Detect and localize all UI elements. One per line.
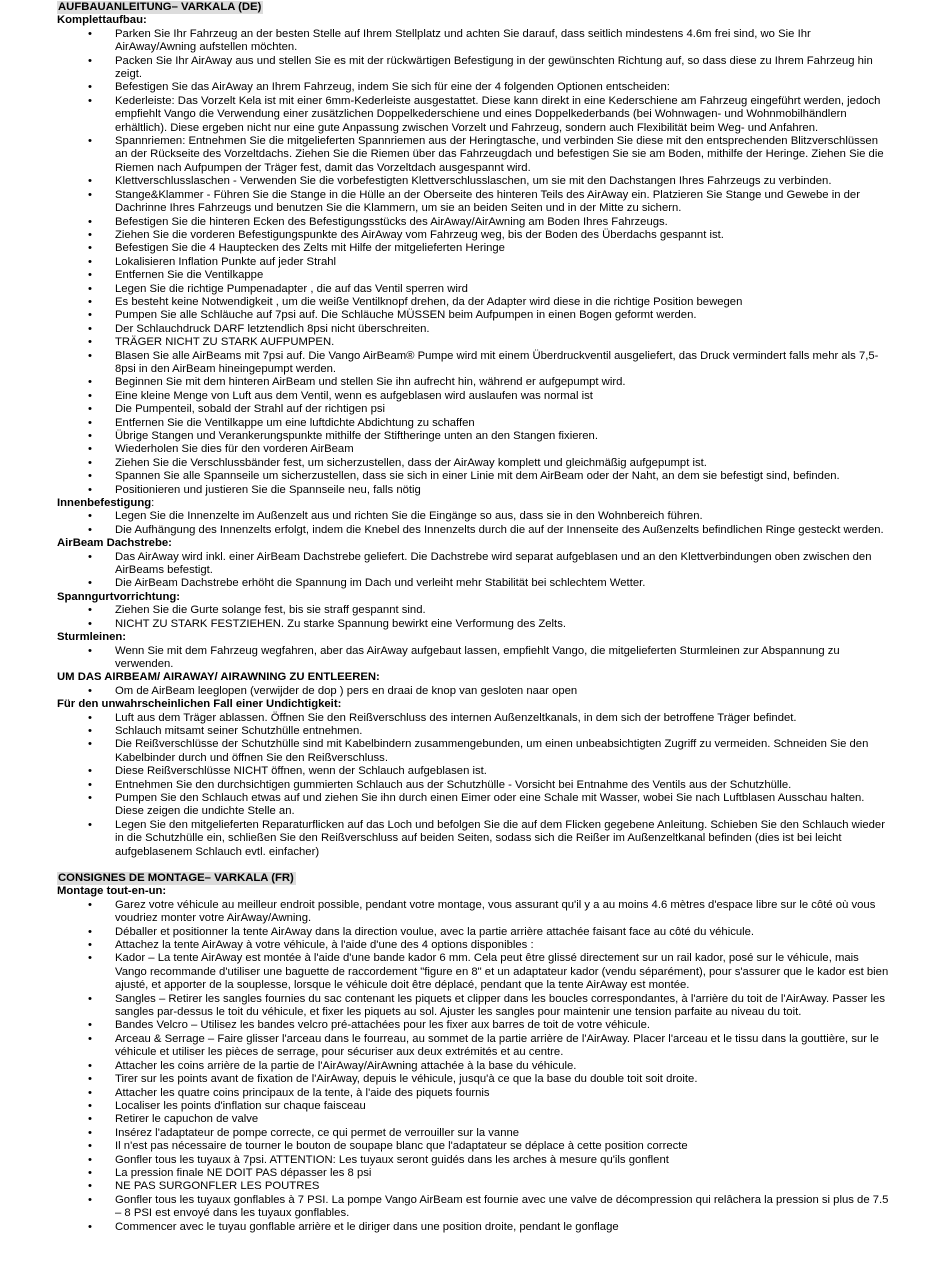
- bullet-list: [57, 645, 893, 672]
- section-heading: [57, 885, 893, 898]
- list-item: • Commencer avec le tuyau gonflable arrière et le diriger dans une position droite, pendant le gonflage: [115, 1221, 893, 1234]
- section-heading-text: Spanngurtvorrichtung:: [57, 590, 181, 603]
- list-item: • Parken Sie Ihr Fahrzeug an der besten Stelle auf Ihrem Stellplatz und achten Sie darauf, dass seitlich mindestens 4.6m frei sind, wo Sie Ihr AirAway/Awning aufstellen möchten.: [115, 28, 893, 55]
- list-item: • Om de AirBeam leeglopen (verwijder de dop ) pers en draai de knop van gesloten naar open: [115, 685, 893, 698]
- list-item: • Entfernen Sie die Ventilkappe: [115, 269, 893, 282]
- list-item: • TRÄGER NICHT ZU STARK AUFPUMPEN.: [115, 336, 893, 349]
- list-item: • Entnehmen Sie den durchsichtigen gummierten Schlauch aus der Schutzhülle - Vorsicht bei Entnahme des Ventils aus der Schutzhülle.: [115, 779, 893, 792]
- section-heading-suffix: :: [151, 497, 155, 510]
- section-heading: [57, 631, 893, 644]
- list-item: • Legen Sie die Innenzelte im Außenzelt aus und richten Sie die Eingänge so aus, dass sie in den Wohnbereich führen.: [115, 510, 893, 523]
- fr-body: [57, 885, 893, 1234]
- section-heading-text: Montage tout-en-un:: [57, 885, 167, 898]
- fr-section: [57, 872, 893, 1234]
- list-item: • Packen Sie Ihr AirAway aus und stellen Sie es mit der rückwärtigen Befestigung in der gewünschten Richtung auf, so dass diese zu Ihrem Fahrzeug hin zeigt.: [115, 55, 893, 82]
- list-item: • Lokalisieren Inflation Punkte auf jeder Strahl: [115, 256, 893, 269]
- list-item: • Pumpen Sie den Schlauch etwas auf und ziehen Sie ihn durch einen Eimer oder eine Schale mit Wasser, wobei Sie nach Luftblasen Ausschau halten. Diese zeigen die undichte Stelle an.: [115, 792, 893, 819]
- de-section: [57, 1, 893, 859]
- de-title: AUFBAUANLEITUNG– VARKALA (DE): [58, 1, 262, 13]
- list-item: • Entfernen Sie die Ventilkappe um eine luftdichte Abdichtung zu schaffen: [115, 417, 893, 430]
- list-item: • Bandes Velcro – Utilisez les bandes velcro pré-attachées pour les fixer aux barres de toit de votre véhicule.: [115, 1019, 893, 1032]
- list-item: • Beginnen Sie mit dem hinteren AirBeam und stellen Sie ihn aufrecht hin, während er aufgepumpt wird.: [115, 376, 893, 389]
- section-heading: [57, 497, 893, 510]
- list-item: • NE PAS SURGONFLER LES POUTRES: [115, 1180, 893, 1193]
- section-heading: [57, 698, 893, 711]
- section-heading: [57, 14, 893, 27]
- list-item: • Diese Reißverschlüsse NICHT öffnen, wenn der Schlauch aufgeblasen ist.: [115, 765, 893, 778]
- list-item: • Befestigen Sie die 4 Hauptecken des Zelts mit Hilfe der mitgelieferten Heringe: [115, 242, 893, 255]
- list-item: • Retirer le capuchon de valve: [115, 1113, 893, 1126]
- section-heading-text: Für den unwahrscheinlichen Fall einer Undichtigkeit:: [57, 698, 342, 711]
- list-item: • Legen Sie die richtige Pumpenadapter , die auf das Ventil sperren wird: [115, 283, 893, 296]
- list-item: • Luft aus dem Träger ablassen. Öffnen Sie den Reißverschluss des internen Außenzeltkanals, in dem sich der betroffene Träger befindet.: [115, 712, 893, 725]
- list-item: • Blasen Sie alle AirBeams mit 7psi auf. Die Vango AirBeam® Pumpe wird mit einem Überdruckventil ausgeliefert, das Druck vermindert falls mehr als 7,5-8psi in den AirBeam hineingepumpt werden.: [115, 350, 893, 377]
- list-item: • Wiederholen Sie dies für den vorderen AirBeam: [115, 443, 893, 456]
- list-item: • Die AirBeam Dachstrebe erhöht die Spannung im Dach und verleiht mehr Stabilität bei schlechtem Wetter.: [115, 577, 893, 590]
- list-item: • Attachez la tente AirAway à votre véhicule, à l'aide d'une des 4 options disponibles :: [115, 939, 893, 952]
- list-item: • Attacher les coins arrière de la partie de l'AirAway/AirAwning attachée à la base du véhicule.: [115, 1060, 893, 1073]
- list-item: • Insérez l'adaptateur de pompe correcte, ce qui permet de verrouiller sur la vanne: [115, 1127, 893, 1140]
- list-item: • Klettverschlusslaschen - Verwenden Sie die vorbefestigten Klettverschlusslaschen, um sie mit den Dachstangen Ihres Fahrzeugs zu verbinden.: [115, 175, 893, 188]
- bullet-list: [57, 551, 893, 591]
- list-item: • Tirer sur les points avant de fixation de l'AirAway, depuis le véhicule, jusqu'à ce que la base du double toit soit droite.: [115, 1073, 893, 1086]
- section-spacer: [57, 859, 893, 872]
- list-item: • Es besteht keine Notwendigkeit , um die weiße Ventilknopf drehen, da der Adapter wird diese in die richtige Position bewegen: [115, 296, 893, 309]
- list-item: • Ziehen Sie die Verschlussbänder fest, um sicherzustellen, dass der AirAway komplett und gleichmäßig aufgepumpt ist.: [115, 457, 893, 470]
- bullet-list: [57, 604, 893, 631]
- list-item: • Das AirAway wird inkl. einer AirBeam Dachstrebe geliefert. Die Dachstrebe wird separat aufgeblasen und an den Klettverbindungen oben zwischen den AirBeams befestigt.: [115, 551, 893, 578]
- bullet-list: [57, 28, 893, 497]
- list-item: • Arceau & Serrage – Faire glisser l'arceau dans le fourreau, au sommet de la partie arrière de l'AirAway. Placer l'arceau et le tissu dans la gouttière, sur le véhicule et utiliser les pièces de serrage, pour sécuriser aux deux extrémités et au centre.: [115, 1033, 893, 1060]
- list-item: • Der Schlauchdruck DARF letztendlich 8psi nicht überschreiten.: [115, 323, 893, 336]
- list-item: • Kederleiste: Das Vorzelt Kela ist mit einer 6mm-Kederleiste ausgestattet. Diese kann direkt in eine Kederschiene am Fahrzeug eingeführt werden, jedoch empfiehlt Vango die Verwendung einer zusätzlichen Doppelkederschiene und eines Doppelkederbands (bei Wohnwagen- und Wohnmobilhändlern erhältlich). Diese ergeben nicht nur eine gute Anpassung zwischen Vorzelt und Fahrzeug, sondern auch Flexibilität beim Weg- und Anfahren.: [115, 95, 893, 135]
- list-item: • Attacher les quatre coins principaux de la tente, à l'aide des piquets fournis: [115, 1087, 893, 1100]
- list-item: • Befestigen Sie die hinteren Ecken des Befestigungsstücks des AirAway/AirAwning am Boden Ihres Fahrzeugs.: [115, 216, 893, 229]
- list-item: • La pression finale NE DOIT PAS dépasser les 8 psi: [115, 1167, 893, 1180]
- list-item: • NICHT ZU STARK FESTZIEHEN. Zu starke Spannung bewirkt eine Verformung des Zelts.: [115, 618, 893, 631]
- fr-title: CONSIGNES DE MONTAGE– VARKALA (FR): [58, 872, 294, 884]
- section-heading-text: Innenbefestigung: [57, 497, 152, 510]
- list-item: • Déballer et positionner la tente AirAway dans la direction voulue, avec la partie arrière attachée faisant face au côté du véhicule.: [115, 926, 893, 939]
- section-heading: [57, 671, 893, 684]
- list-item: • Pumpen Sie alle Schläuche auf 7psi auf. Die Schläuche MÜSSEN beim Aufpumpen in einen Bogen geformt werden.: [115, 309, 893, 322]
- section-heading-text: Komplettaufbau:: [57, 14, 147, 27]
- list-item: • Sangles – Retirer les sangles fournies du sac contenant les piquets et clipper dans les boucles correspondantes, à l'arrière du toit de l'AirAway. Passer les sangles par-dessus le toit du véhicule, et fixer les piquets au sol. Ajuster les sangles pour maintenir une tension parfaite au niveau du toit.: [115, 993, 893, 1020]
- list-item: • Positionieren und justieren Sie die Spannseile neu, falls nötig: [115, 484, 893, 497]
- list-item: • Ziehen Sie die vorderen Befestigungspunkte des AirAway vom Fahrzeug weg, bis der Boden des Überdachs gespannt ist.: [115, 229, 893, 242]
- list-item: • Gonfler tous les tuyaux à 7psi. ATTENTION: Les tuyaux seront guidés dans les arches à mesure qu'ils gonflent: [115, 1154, 893, 1167]
- section-heading-text: AirBeam Dachstrebe:: [57, 537, 172, 550]
- list-item: • Spannriemen: Entnehmen Sie die mitgelieferten Spannriemen aus der Heringtasche, und verbinden Sie diese mit den entsprechenden Blitzverschlüssen an der Rückseite des Vorzeltdachs. Ziehen Sie die Riemen über das Fahrzeugdach und befestigen Sie sie am Boden, mithilfe der Heringe. Ziehen Sie die Riemen nach Aufpumpen der Träger fest, damit das Vorzeltdach ausgespannt wird.: [115, 135, 893, 175]
- list-item: • Stange&Klammer - Führen Sie die Stange in die Hülle an der Oberseite des hinteren Teils des AirAway ein. Platzieren Sie Stange und Gewebe in der Dachrinne Ihres Fahrzeugs und benutzen Sie die Klammern, um sie an beiden Seiten und in der Mitte zu sichern.: [115, 189, 893, 216]
- section-heading-text: Sturmleinen:: [57, 631, 127, 644]
- bullet-list: [57, 712, 893, 859]
- list-item: • Kador – La tente AirAway est montée à l'aide d'une bande kador 6 mm. Cela peut être glissé directement sur un rail kador, posé sur le véhicule, mais Vango recommande d'utiliser une baguette de raccordement "figure en 8" et un adaptateur kador (vendu séparément), pour s'assurer que le kador est bien ajusté, et apporter de la souplesse, lorsque le véhicule doit être déplacé, pendant que la tente AirAway est montée.: [115, 952, 893, 992]
- list-item: • Befestigen Sie das AirAway an Ihrem Fahrzeug, indem Sie sich für eine der 4 folgenden Optionen entscheiden:: [115, 81, 893, 94]
- section-heading: [57, 591, 893, 604]
- document-page: [57, 1, 893, 1234]
- list-item: • Localiser les points d'inflation sur chaque faisceau: [115, 1100, 893, 1113]
- list-item: • Die Reißverschlüsse der Schutzhülle sind mit Kabelbindern zusammengebunden, um einen unbeabsichtigten Zugriff zu vermeiden. Schneiden Sie den Kabelbinder durch und öffnen Sie den Reißverschluss.: [115, 738, 893, 765]
- bullet-list: [57, 899, 893, 1234]
- list-item: • Gonfler tous les tuyaux gonflables à 7 PSI. La pompe Vango AirBeam est fournie avec une valve de décompression qui relâchera la pression si plus de 7.5 – 8 PSI est envoyé dans les tuyaux gonflables.: [115, 1194, 893, 1221]
- list-item: • Übrige Stangen und Verankerungspunkte mithilfe der Stiftheringe unten an den Stangen fixieren.: [115, 430, 893, 443]
- section-heading-text: UM DAS AIRBEAM/ AIRAWAY/ AIRAWNING ZU ENTLEEREN:: [57, 671, 380, 684]
- list-item: • Ziehen Sie die Gurte solange fest, bis sie straff gespannt sind.: [115, 604, 893, 617]
- bullet-list: [57, 685, 893, 698]
- list-item: • Die Pumpenteil, sobald der Strahl auf der richtigen psi: [115, 403, 893, 416]
- list-item: • Spannen Sie alle Spannseile um sicherzustellen, dass sie sich in einer Linie mit dem AirBeam oder der Naht, an dem sie befestigt sind, befinden.: [115, 470, 893, 483]
- list-item: • Eine kleine Menge von Luft aus dem Ventil, wenn es aufgeblasen wird auslaufen was normal ist: [115, 390, 893, 403]
- list-item: • Il n'est pas nécessaire de tourner le bouton de soupape blanc que l'adaptateur se déplace à cette position correcte: [115, 1140, 893, 1153]
- list-item: • Garez votre véhicule au meilleur endroit possible, pendant votre montage, vous assurant qu'il y a au moins 4.6 mètres d'espace libre sur le côté où vous voudriez monter votre AirAway/Awning.: [115, 899, 893, 926]
- bullet-list: [57, 510, 893, 537]
- list-item: • Die Aufhängung des Innenzelts erfolgt, indem die Knebel des Innenzelts durch die auf der Innenseite des Außenzelts befindlichen Ringe gesteckt werden.: [115, 524, 893, 537]
- list-item: • Schlauch mitsamt seiner Schutzhülle entnehmen.: [115, 725, 893, 738]
- list-item: • Wenn Sie mit dem Fahrzeug wegfahren, aber das AirAway aufgebaut lassen, empfiehlt Vango, die mitgelieferten Sturmleinen zur Abspannung zu verwenden.: [115, 645, 893, 672]
- de-body: [57, 14, 893, 859]
- section-heading: [57, 537, 893, 550]
- list-item: • Legen Sie den mitgelieferten Reparaturflicken auf das Loch und befolgen Sie die auf dem Flicken gegebene Anleitung. Schieben Sie den Schlauch wieder in die Schutzhülle ein, schließen Sie den Reißverschluss auf beiden Seiten, sodass sich die Reißer im Außenzeltkanal befinden (dies ist bei leicht aufgeblasenem Schlauch evtl. einfacher): [115, 819, 893, 859]
